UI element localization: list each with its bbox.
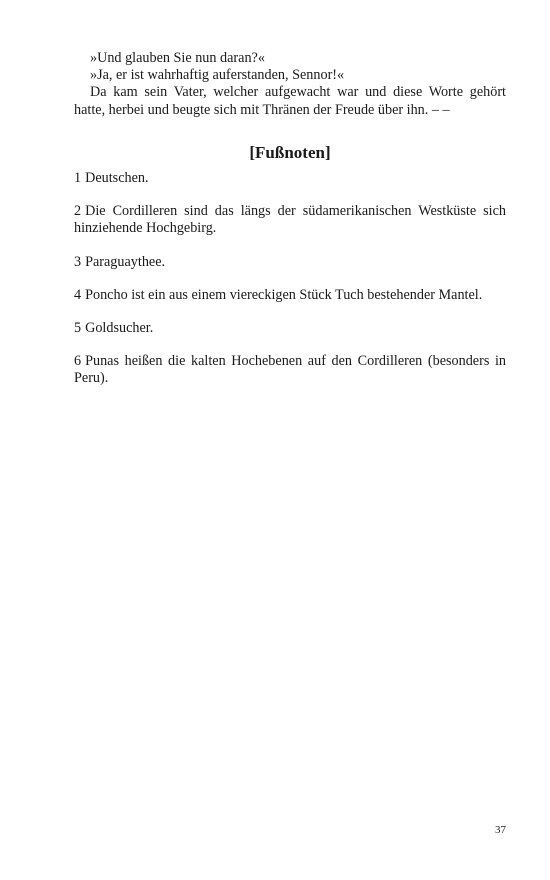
footnote-4: [74, 287, 506, 304]
footnote-6: [74, 353, 506, 387]
footnote-number: 4: [74, 286, 82, 303]
page-number: 37: [495, 824, 506, 836]
closing-paragraph: Da kam sein Vater, welcher aufgewacht war und diese Worte gehört hatte, herbei und beugte sich mit Thränen der Freude über ihn. – –: [74, 84, 506, 118]
footnote-number: 6: [74, 353, 82, 370]
footnote-number: 1: [74, 170, 82, 186]
footnote-number: 3: [74, 253, 82, 270]
footnote-text: Paraguaythee.: [85, 253, 166, 270]
footnote-text: Goldsucher.: [85, 320, 154, 337]
footnotes-heading: [Fußnoten]: [249, 143, 331, 162]
dialogue-line-answer: »Ja, er ist wahrhaftig auferstanden, Sennor!«: [90, 67, 345, 84]
footnotes-list: [74, 170, 506, 404]
footnote-number: 5: [74, 320, 82, 337]
footnote-number: 2: [74, 203, 82, 220]
footnote-text: Die Cordilleren sind das längs der südamerikanischen Westküste sich hinziehende Hochgebirg.: [74, 203, 506, 237]
footnote-text: Punas heißen die kalten Hochebenen auf den Cordilleren (besonders in Peru).: [74, 353, 506, 387]
footnote-text: Poncho ist ein aus einem viereckigen Stück Tuch bestehender Mantel.: [85, 286, 483, 303]
footnote-1: [74, 170, 506, 187]
footnote-2: [74, 203, 506, 237]
story-ending: [74, 50, 506, 119]
footnote-3: [74, 254, 506, 271]
footnote-text: Deutschen.: [85, 170, 149, 186]
dialogue-line-question: »Und glauben Sie nun daran?«: [90, 50, 265, 66]
footnote-5: [74, 320, 506, 337]
